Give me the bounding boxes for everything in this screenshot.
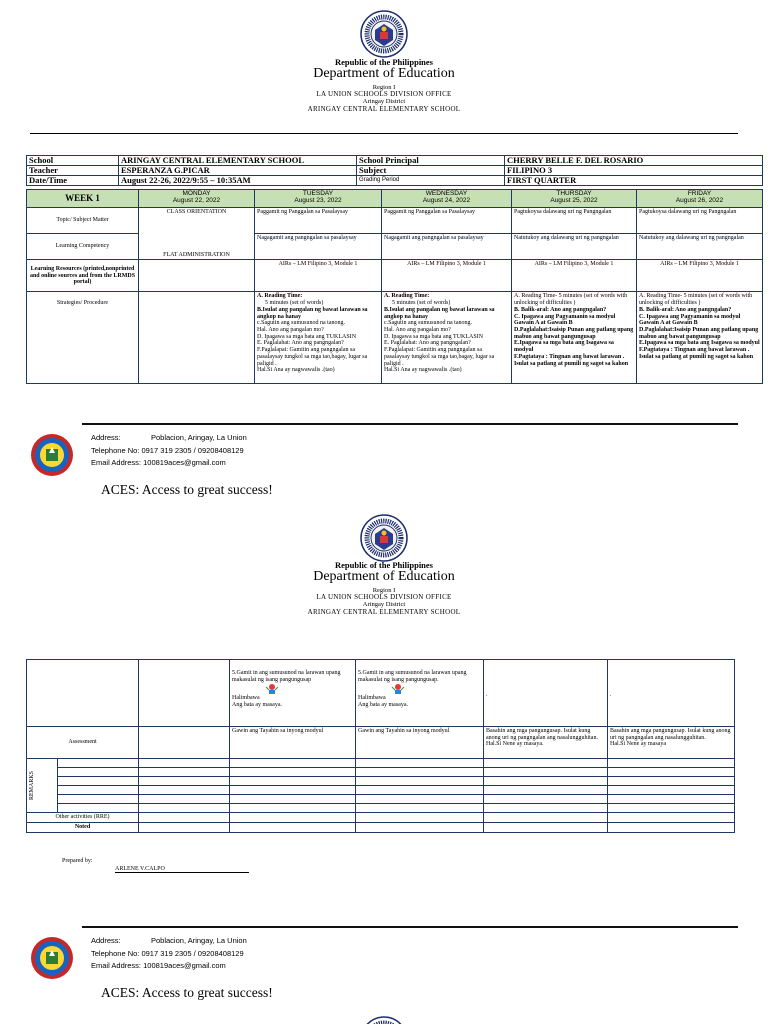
school-text: ARINGAY CENTRAL ELEMENTARY SCHOOL <box>307 104 461 113</box>
happy-child-icon <box>390 683 406 695</box>
fri-topic: Pagtukoysa dalawang uri ng Pangngalan <box>637 208 763 234</box>
wed-resources: AIRs – LM Filipino 3, Module 1 <box>382 260 512 292</box>
p2-fri-dot: . <box>608 660 735 727</box>
divider <box>30 133 738 134</box>
department-title: Department of Education <box>313 568 455 584</box>
footer-divider <box>82 423 738 425</box>
principal-label: School Principal <box>357 156 505 166</box>
day-header-thursday: THURSDAY August 25, 2022 <box>512 190 637 208</box>
monday-cell <box>139 208 255 260</box>
tue-resources: AIRs – LM Filipino 3, Module 1 <box>255 260 382 292</box>
subject-value: FILIPINO 3 <box>505 166 763 176</box>
p2-monday-assessment <box>139 727 230 759</box>
date-value: August 22-26, 2022/9:55 – 10:35AM <box>119 176 357 186</box>
footer-address-block <box>91 432 247 470</box>
address-label: Address: <box>91 433 121 442</box>
division-text: LA UNION SCHOOLS DIVISION OFFICE <box>316 593 452 602</box>
region-text: Region I <box>372 586 396 594</box>
page2-header <box>0 561 768 616</box>
class-orientation-text: CLASS ORIENTATION <box>166 209 227 215</box>
email-label: Email Address: <box>91 458 142 467</box>
row-label-topic: Topic/ Subject Matter <box>27 208 139 234</box>
aces-motto: ACES: Access to great success! <box>101 985 273 1000</box>
happy-child-icon <box>264 683 280 695</box>
row-label-noted: Noted <box>27 823 139 833</box>
date-label: Date/Time <box>27 176 119 186</box>
aces-logo-icon <box>30 433 74 477</box>
phone-label: Telephone No: <box>91 948 140 958</box>
monday-strategies <box>139 292 255 384</box>
fri-competency: Natutukoy ang dalawang uri ng pangngalan <box>637 234 763 260</box>
aces-motto: ACES: Access to great success! <box>101 482 273 497</box>
preparer-name: ARLENE V.CALPO <box>115 866 249 873</box>
thu-topic: Pagtukoysa dalawang uri ng Pangngalan <box>512 208 637 234</box>
district-text: Aringay District <box>362 97 406 105</box>
tue-competency: Nagagamit ang pangngalan sa pasalaysay <box>255 234 382 260</box>
republic-text: Republic of the Philippines <box>334 57 433 67</box>
department-title: Department of Education <box>313 65 455 81</box>
week-label: WEEK 1 <box>27 190 139 208</box>
division-text: LA UNION SCHOOLS DIVISION OFFICE <box>316 90 452 99</box>
district-text: Aringay District <box>362 600 406 608</box>
wed-topic: Paggamit ng Panggalan sa Pasalaysay <box>382 208 512 234</box>
wed-competency: Nagagamit ang pangngalan sa pasalaysay <box>382 234 512 260</box>
monday-resources <box>139 260 255 292</box>
address-value: Poblacion, Aringay, La Union <box>151 433 247 442</box>
lesson-plan-table <box>26 189 763 384</box>
wed-strategies: A. Reading Time: 5 minutes (set of words) B.Isulat ang pangalan ng bawat larawan sa angkop na hanay c.Sagutin ang sumusunod na tanong. Hal. Ano ang pangalan mo? D. Ipagawa sa mga bata ang TUKLASIN E. Paglalahat: Ano ang pangngalan? F.Paglalapat: Gamitin ang pangngalan sa pasalaysay tungkol sa mga tao,bagay, lugar sa paligid . Hal.Si Ana ay nagwawalis .(tao) <box>382 292 512 384</box>
lesson-plan-table-continued <box>26 659 735 833</box>
phone-value: 0917 319 2305 / 09208408129 <box>141 948 244 958</box>
email-value: 100819aces@gmail.com <box>143 458 226 467</box>
phone-value: 0917 319 2305 / 09208408129 <box>141 445 244 455</box>
thu-competency: Natutukoy ang dalawang uri ng pangngalan <box>512 234 637 260</box>
fri-strategies: A. Reading Time- 5 minutes (set of words with unlocking of difficulties ) B. Balik-aral: Ano ang pangngalan? C. Ipagawa ang Pagyamanin sa modyul Gawain A at Gawain B D.Paglalahat:Isaisip Punan ang patlang upang mabuo ang bawat pangungusap E.Ipagawa sa mga bata ang Isagawa sa modyul F.Pagtataya : Tingnan ang bawat larawan . Isulat sa patlang at pumili ng sagot sa kahon <box>637 292 763 384</box>
info-table <box>26 155 763 186</box>
teacher-label: Teacher <box>27 166 119 176</box>
day-header-tuesday: TUESDAY August 23, 2022 <box>255 190 382 208</box>
address-label: Address: <box>91 936 121 945</box>
footer-address-block <box>91 935 247 973</box>
republic-text: Republic of the Philippines <box>334 560 433 570</box>
school-text: ARINGAY CENTRAL ELEMENTARY SCHOOL <box>307 607 461 616</box>
email-label: Email Address: <box>91 961 142 970</box>
footer-divider <box>82 926 738 928</box>
row-label-strategies: Strategies/ Procedure <box>27 292 139 384</box>
wed-assessment: Gawin ang Tayahin sa inyong modyul <box>356 727 484 759</box>
deped-seal-icon <box>360 514 408 562</box>
period-value: FIRST QUARTER <box>505 176 763 186</box>
fri-resources: AIRs – LM Filipino 3, Module 1 <box>637 260 763 292</box>
prepared-by-label: Prepared by: <box>62 858 93 864</box>
period-label: Grading Period <box>357 176 505 186</box>
p2-label-blank <box>27 660 139 727</box>
subject-label: Subject <box>357 166 505 176</box>
aces-logo-icon <box>30 936 74 980</box>
flat-administration-text: FLAT ADMINISTRATION <box>163 251 230 258</box>
row-label-other-activities: Other activities (RRE) <box>27 813 139 823</box>
thu-assessment: Basahin ang mga pangungusap. Isulat kung anong uri ng pangngalan ang nasalungguhitan. Hal.Si Nene ay masaya. <box>484 727 608 759</box>
deped-seal-icon <box>360 10 408 58</box>
region-text: Region I <box>372 83 396 91</box>
email-value: 100819aces@gmail.com <box>143 961 226 970</box>
deped-seal-icon <box>360 1016 408 1024</box>
p2-tue-writing: 5.Gamit in ang sumusunod na larawan upang makasulat ng isang pangungusap Halimbawa Ang bata ay masaya. <box>230 660 356 727</box>
principal-value: CHERRY BELLE F. DEL ROSARIO <box>505 156 763 166</box>
tue-strategies: A. Reading Time: 5 minutes (set of words) B.Isulat ang pangalan ng bawat larawan sa angkop na hanay c.Sagutin ang sumusunod na tanong. Hal. Ano ang pangalan mo? D. Ipagawa sa mga bata ang TUKLASIN E. Paglalahat: Ano ang pangngalan? F.Paglalapat: Gamitin ang pangngalan sa pasalaysay tungkol sa mga tao,bagay, lugar sa paligid . Hal.Si Ana ay nagwawalis .(tao) <box>255 292 382 384</box>
teacher-value: ESPERANZA G.PICAR <box>119 166 357 176</box>
row-label-remarks: REMARKS <box>27 759 58 813</box>
school-label: School <box>27 156 119 166</box>
p2-wed-writing: 5.Gamit in ang sumusunod na larawan upang makasulat ng isang pangungusap. Halimbawa Ang bata ay masaya. <box>356 660 484 727</box>
row-label-assessment: Assessment <box>27 727 139 759</box>
day-header-wednesday: WEDNESDAY August 24, 2022 <box>382 190 512 208</box>
tue-topic: Paggamit ng Panggalan sa Pasalaysay <box>255 208 382 234</box>
thu-strategies: A. Reading Time- 5 minutes (set of words with unlocking of difficulties ) B. Balik-aral: Ano ang pangngalan? C. Ipagawa ang Pagyamanin sa modyul Gawain A at Gawain B D.Paglalahat:Isaisip Punan ang patlang upang mabuo ang bawat pangungusap E.Ipagawa sa mga bata ang Isagawa sa modyul F.Pagtataya : Tingnan ang bawat larawan . Isulat sa patlang at pumili ng sagot sa kahon <box>512 292 637 384</box>
row-label-competency: Learning Competency <box>27 234 139 260</box>
p2-monday-blank <box>139 660 230 727</box>
day-header-monday: MONDAY August 22, 2022 <box>139 190 255 208</box>
address-value: Poblacion, Aringay, La Union <box>151 936 247 945</box>
row-label-resources: Learning Resources (printed,nonprinted and online sources and from the LRMDS portal) <box>27 260 139 292</box>
page1-header <box>0 58 768 113</box>
tue-assessment: Gawin ang Tayahin sa inyong modyul <box>230 727 356 759</box>
day-header-friday: FRIDAY August 26, 2022 <box>637 190 763 208</box>
thu-resources: AIRs – LM Filipino 3, Module 1 <box>512 260 637 292</box>
phone-label: Telephone No: <box>91 445 140 455</box>
fri-assessment: Basahin ang mga pangungusap. Isulat kung anong uri ng pangngalan ang nasalungguhitan. Hal.Si Nene ay masaya <box>608 727 735 759</box>
p2-thu-dot: . <box>484 660 608 727</box>
school-value: ARINGAY CENTRAL ELEMENTARY SCHOOL <box>119 156 357 166</box>
